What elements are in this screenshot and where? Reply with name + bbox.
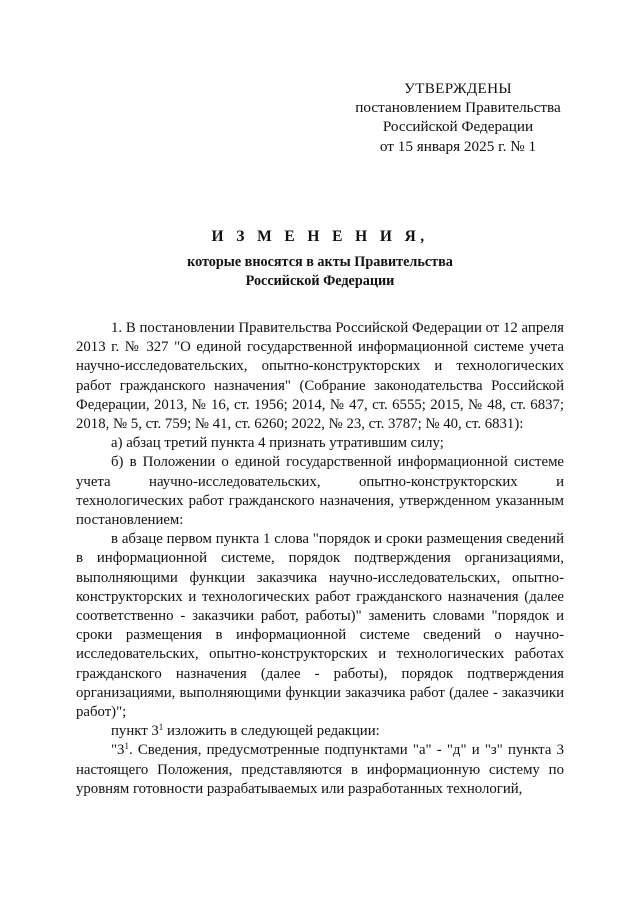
paragraph-5-text-b: изложить в следующей редакции:: [163, 723, 380, 740]
paragraph-6: [76, 741, 564, 799]
paragraph-6-text-a: "3: [111, 742, 125, 759]
paragraph-3: б) в Положении о единой государственной информационной системе учета научно-исследовательских, опытно-конструкторских и технологических работ гражданского назначения, утвержденном указанным постановлением:: [76, 454, 564, 529]
paragraph-5: [76, 722, 564, 741]
approval-line-1: постановлением Правительства: [355, 99, 561, 117]
approval-title: УТВЕРЖДЕНЫ: [404, 80, 512, 97]
document-subtitle: [0, 253, 640, 291]
approval-line-2: Российской Федерации: [382, 118, 534, 136]
paragraph-2: а) абзац третий пункта 4 признать утратившим силу;: [111, 435, 444, 452]
subtitle-line-1: которые вносятся в акты Правительства: [187, 254, 453, 270]
paragraph-6-text-b: . Сведения, предусмотренные подпунктами "а" - "д" и "з" пункта 3 настоящего Положения, представляются в информационную систему по уровням готовности разрабатываемых или разработанных технологий,: [76, 742, 564, 797]
paragraph-5-text-a: пункт 3: [111, 723, 159, 740]
document-title: И З М Е Н Е Н И Я,: [211, 228, 429, 245]
paragraph-1: 1. В постановлении Правительства Российской Федерации от 12 апреля 2013 г. № 327 "О единой государственной информационной системе учета научно-исследовательских, опытно-конструкторских и технологических работ гражданского назначения" (Собрание законодательства Российской Федерации, 2013, № 16, ст. 1956; 2014, № 47, ст. 6555; 2015, № 48, ст. 6837; 2018, № 5, ст. 759; № 41, ст. 6260; 2022, № 23, ст. 3787; № 40, ст. 6831):: [76, 320, 564, 433]
approval-stamp: [330, 79, 586, 156]
paragraph-4: в абзаце первом пункта 1 слова "порядок и сроки размещения сведений в информационной системе, порядок подтверждения организациями, выполняющими функции заказчика научно-исследовательских, опытно-конструкторских и технологических работ гражданского назначения (далее соответственно - заказчики работ, работы)" заменить словами "порядок и сроки размещения в информационной системе сведений о научно-исследовательских, опытно-конструкторских и технологических работах гражданского назначения (далее - работы), порядок подтверждения организациями, выполняющими функции заказчика работ (далее - заказчики работ)";: [76, 531, 564, 721]
paragraph-5-superscript: 1: [158, 722, 164, 733]
document-body: [76, 319, 564, 799]
document-heading: [0, 227, 640, 291]
subtitle-line-2: Российской Федерации: [245, 273, 395, 290]
approval-date: от 15 января 2025 г. № 1: [379, 137, 537, 155]
paragraph-6-superscript: 1: [124, 741, 129, 752]
